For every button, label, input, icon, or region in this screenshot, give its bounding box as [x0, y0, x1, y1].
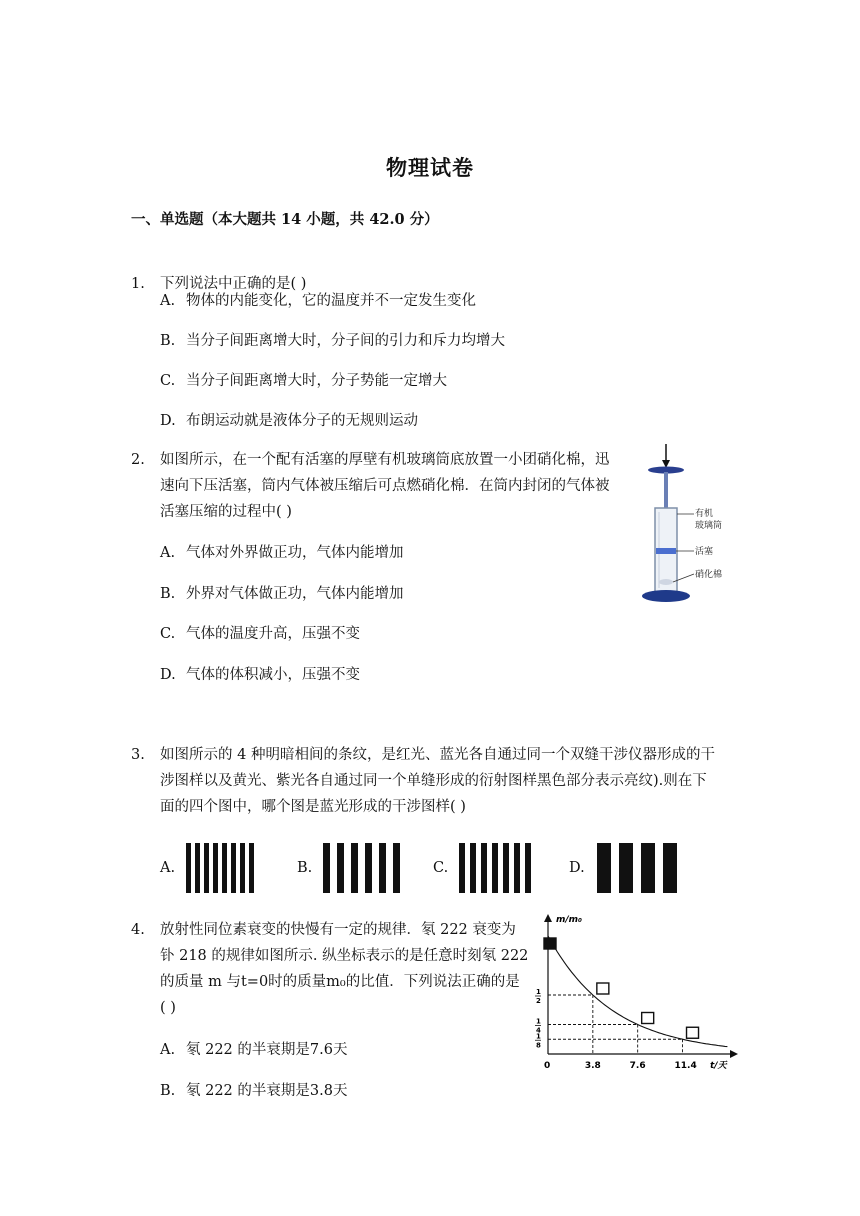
question-number: 4.: [131, 922, 145, 938]
option-text: 氡 222 的半衰期是7.6天: [186, 1042, 348, 1058]
option-label: B.: [160, 333, 176, 349]
figure-label: C.: [433, 860, 449, 876]
dark-fringe: [619, 843, 633, 893]
dark-fringe: [597, 843, 611, 893]
option-b: [160, 582, 404, 603]
text-line: 放射性同位素衰变的快慢有一定的规律．氡 222 衰变为: [160, 922, 516, 938]
question-text: 下列说法中正确的是( ): [160, 276, 307, 292]
option-text: 物体的内能变化，它的温度并不一定发生变化: [186, 293, 476, 309]
option-label: D.: [160, 413, 176, 429]
y-tick-label: 8: [536, 1041, 541, 1050]
figure-label: D.: [569, 860, 585, 876]
option-text: 外界对气体做正功，气体内能增加: [186, 586, 404, 602]
bright-fringe: [386, 843, 393, 893]
option-label: A.: [160, 293, 176, 309]
text-line: 的质量 m 与t=0时的质量m₀的比值．下列说法正确的是: [160, 974, 520, 990]
data-marker: [597, 983, 609, 994]
dark-fringe: [249, 843, 254, 893]
option-label: C.: [160, 626, 176, 642]
dark-fringe: [641, 843, 655, 893]
dark-fringe: [663, 843, 677, 893]
question-number: 2.: [131, 452, 145, 468]
option-d: [160, 409, 418, 430]
dark-fringe: [323, 843, 330, 893]
page-title: 物理试卷: [386, 156, 474, 180]
fringe-pattern-d: [597, 843, 677, 893]
text-line: 面的四个图中，哪个图是蓝光形成的干涉图样( ): [160, 799, 466, 815]
dark-fringe: [365, 843, 372, 893]
x-tick-label: 0: [544, 1061, 551, 1071]
label-glass: 有机: [695, 509, 714, 519]
option-a: [160, 289, 476, 310]
dark-fringe: [351, 843, 358, 893]
piston-apparatus-figure: [640, 442, 730, 604]
option-c: [160, 622, 360, 643]
dark-fringe: [379, 843, 386, 893]
bright-fringe: [344, 843, 351, 893]
x-tick-label: 3.8: [584, 1061, 601, 1071]
data-marker: [687, 1027, 699, 1038]
piston: [656, 548, 676, 554]
y-tick-label: 1: [536, 1017, 541, 1026]
bright-fringe: [633, 843, 641, 893]
question-text: [160, 917, 528, 1021]
y-tick-label: 4: [536, 1026, 541, 1035]
cotton: [659, 579, 673, 585]
option-label: C.: [160, 373, 176, 389]
dark-fringe: [525, 843, 531, 893]
bright-fringe: [330, 843, 337, 893]
text-line: 如图所示的 4 种明暗相间的条纹，是红光、蓝光各自通过同一个双缝干涉仪器形成的干: [160, 747, 715, 763]
option-b: [160, 329, 505, 350]
option-text: 气体的体积减小，压强不变: [186, 667, 360, 683]
x-tick-label: 7.6: [629, 1061, 646, 1071]
dark-fringe: [393, 843, 400, 893]
figure-label: A.: [160, 860, 176, 876]
fringe-pattern-b: [323, 843, 400, 893]
question-number: 1.: [131, 276, 145, 292]
option-d: [160, 663, 360, 684]
bright-fringe: [611, 843, 619, 893]
bright-fringe: [358, 843, 365, 893]
y-tick-label: 1: [536, 1032, 541, 1041]
option-label: B.: [160, 586, 176, 602]
option-label: D.: [160, 667, 176, 683]
text-line: 钋 218 的规律如图所示. 纵坐标表示的是任意时刻氡 222: [160, 948, 529, 964]
option-text: 当分子间距离增大时，分子间的引力和斥力均增大: [186, 333, 505, 349]
option-text: 气体的温度升高，压强不变: [186, 626, 360, 642]
decay-chart: [530, 910, 740, 1074]
text-line: 速向下压活塞，筒内气体被压缩后可点燃硝化棉．在筒内封闭的气体被: [160, 478, 610, 494]
label-piston: 活塞: [695, 547, 714, 557]
label-glass: 玻璃筒: [695, 521, 723, 531]
option-text: 氡 222 的半衰期是3.8天: [186, 1083, 348, 1099]
fringe-pattern-c: [459, 843, 531, 893]
data-marker: [544, 938, 556, 949]
bright-fringe: [655, 843, 663, 893]
option-label: A.: [160, 1042, 176, 1058]
option-label: A.: [160, 545, 176, 561]
y-axis-arrow-icon: [544, 914, 552, 922]
dark-fringe: [337, 843, 344, 893]
question-number: 3.: [131, 747, 145, 763]
option-text: 布朗运动就是液体分子的无规则运动: [186, 413, 418, 429]
y-axis-label: m/m₀: [556, 915, 582, 925]
question-text: [160, 742, 715, 820]
figure-label: B.: [297, 860, 313, 876]
option-c: [160, 369, 447, 390]
text-line: 涉图样以及黄光、紫光各自通过同一个单缝形成的衍射图样黑色部分表示亮纹).则在下: [160, 773, 707, 789]
option-a: [160, 541, 404, 562]
x-axis-label: t/天: [710, 1061, 727, 1071]
option-a: [160, 1038, 347, 1059]
option-text: 当分子间距离增大时，分子势能一定增大: [186, 373, 447, 389]
x-tick-label: 11.4: [674, 1061, 697, 1071]
base: [642, 590, 690, 602]
text-line: 活塞压缩的过程中( ): [160, 504, 292, 520]
label-cotton: 硝化棉: [695, 570, 723, 580]
x-axis-arrow-icon: [730, 1050, 738, 1058]
y-tick-label: 2: [536, 997, 541, 1005]
option-b: [160, 1079, 347, 1100]
bright-fringe: [372, 843, 379, 893]
data-marker: [642, 1013, 654, 1024]
text-line: 如图所示，在一个配有活塞的厚壁有机玻璃筒底放置一小团硝化棉，迅: [160, 452, 610, 468]
text-line: ( ): [160, 1000, 176, 1016]
option-text: 气体对外界做正功，气体内能增加: [186, 545, 404, 561]
option-label: B.: [160, 1083, 176, 1099]
question-text: [160, 447, 610, 525]
y-tick-label: 1: [536, 988, 541, 996]
section-heading: 一、单选题（本大题共 14 小题，共 42.0 分）: [131, 211, 439, 228]
fringe-pattern-a: [186, 843, 254, 893]
